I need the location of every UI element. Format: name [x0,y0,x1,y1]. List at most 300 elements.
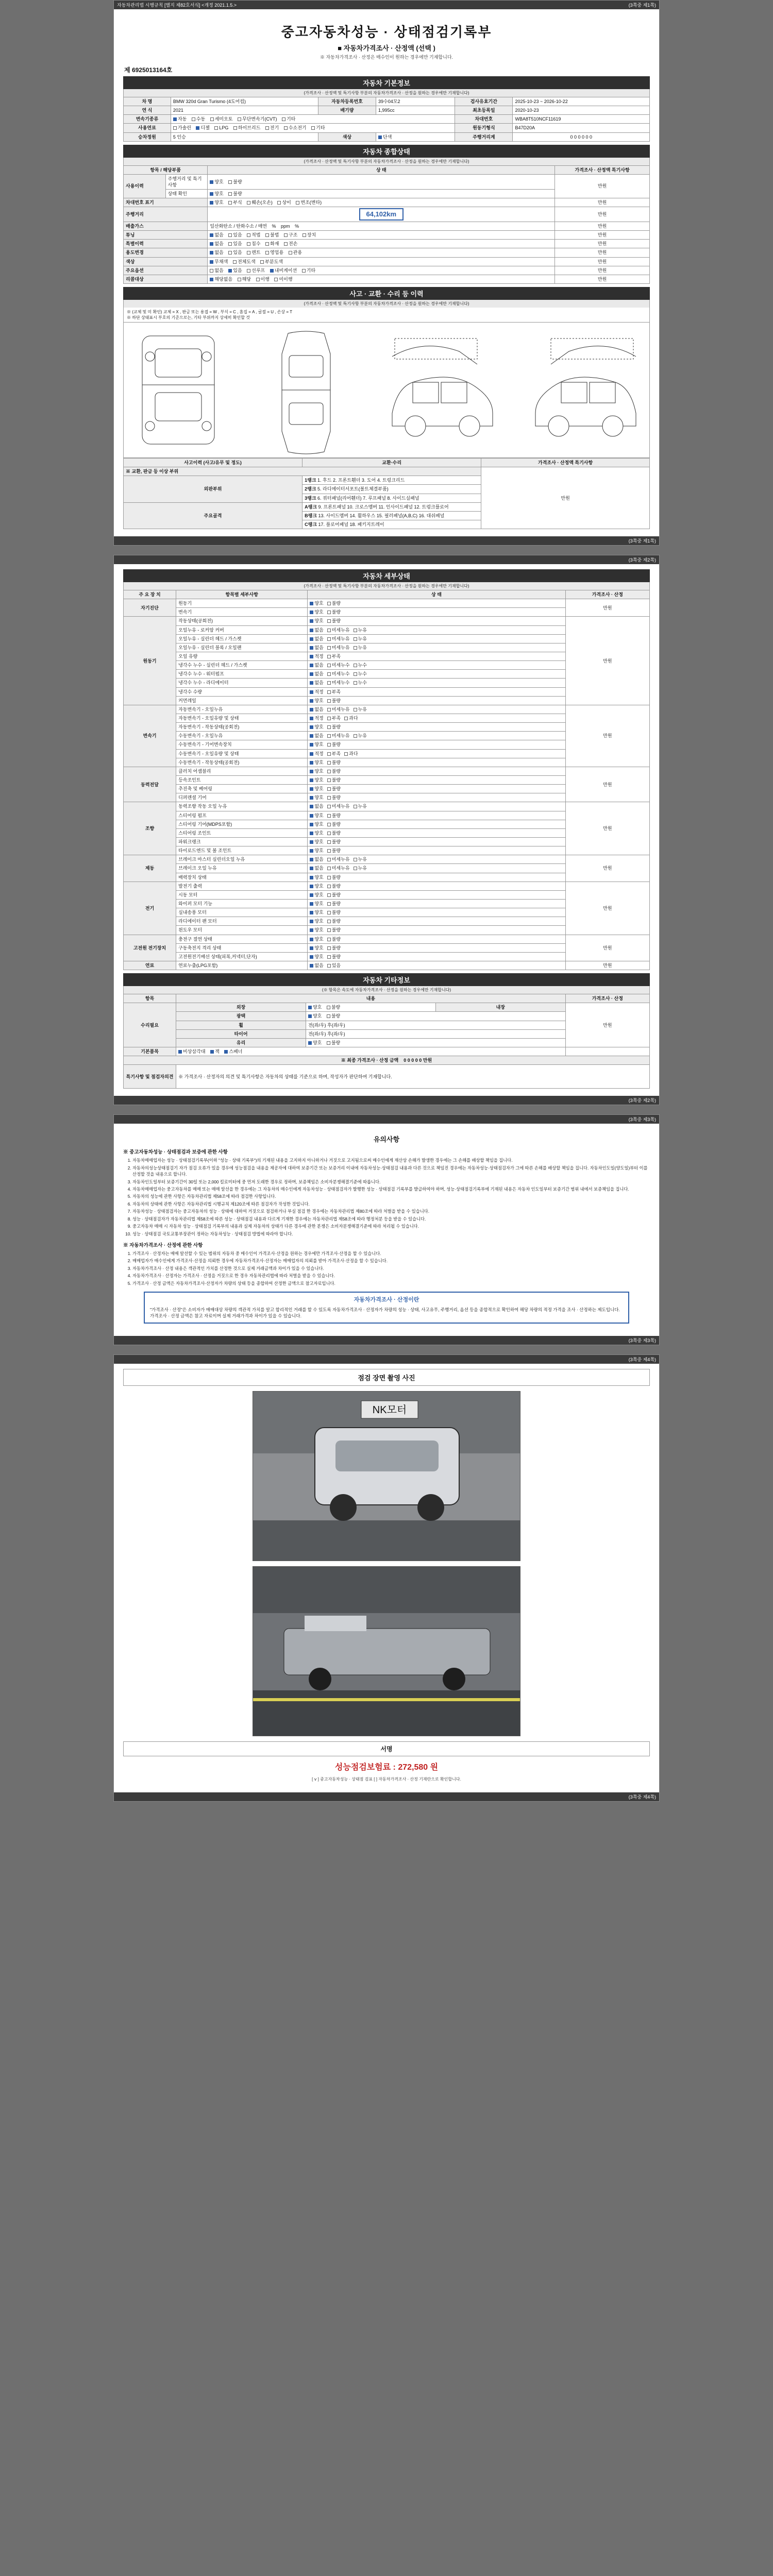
detail-item-state [308,828,565,837]
chk-pol-good[interactable]: 양호 [308,1013,322,1019]
chk-1-5-2[interactable]: 누수 [354,662,367,668]
chk-2-0-0[interactable]: 없음 [310,706,323,713]
opt-manual[interactable]: 수동 [192,116,205,122]
chk-0-1-1[interactable]: 불량 [327,609,341,615]
chk-1-6-1[interactable]: 미세누수 [327,671,350,677]
other-value-basic [176,1047,566,1056]
chk-1-5-0[interactable]: 없음 [310,662,323,668]
detail-item-label: 충전구 절연 상태 [176,935,308,943]
chk-1-0-0[interactable]: 양호 [310,618,323,624]
chk-4-3-0[interactable]: 양호 [310,830,323,836]
chk-sp-yes[interactable]: 있음 [228,241,242,247]
chk-2-5-0[interactable]: 적정 [310,751,323,757]
th-sub-item: 항목별 세부사항 [176,590,308,599]
opt-diesel[interactable]: 디젤 [196,125,209,131]
chk-4-0-2[interactable]: 누유 [354,803,367,809]
chk-3-3-1[interactable]: 불량 [327,794,341,801]
chk-recall-yes[interactable]: 해당 [238,276,251,282]
chk-opt-etc[interactable]: 기타 [302,267,315,274]
row-label-options: 주요옵션 [124,266,208,275]
chk-1-7-1[interactable]: 미세누수 [327,680,350,686]
th-accident-amount: 가격조사 · 산정액 특기사항 [481,458,650,467]
row-state-usechange [208,248,555,257]
detail-item-label: 스티어링 기어(MDPS포함) [176,820,308,828]
chk-uc-rent[interactable]: 렌트 [247,249,260,256]
row-state-reg [208,190,555,198]
detail-item-state [308,617,565,625]
other-label-interior: 내장 [435,1003,565,1012]
special-note-value: ※ 가격조사 · 산정자의 의견 및 특기사항은 자동차의 상태를 기준으로 하며, 작성자가 판단하여 기재합니다. [176,1065,650,1089]
chk-4-0-0[interactable]: 없음 [310,803,323,809]
chk-7-2-1[interactable]: 불량 [327,954,341,960]
chk-0-1-0[interactable]: 양호 [310,609,323,615]
other-info-table [123,994,650,1089]
chk-1-7-0[interactable]: 없음 [310,680,323,686]
chk-vin-rust[interactable]: 부식 [228,199,242,206]
detail-item-state [308,943,565,952]
value-car-name: BMW 320d Gran Turismo (4도어컵) [171,97,318,106]
chk-2-0-1[interactable]: 미세누유 [327,706,350,713]
chk-2-5-1[interactable]: 부족 [327,751,341,757]
notice1-item: 2. 자동차의성능상태점검기 자가 점검 오류가 있을 경우에 성능점검을 내용을 제공자에 대하여 보증기간 또는 보증거리 이내에 자동차성능·상태점검 내용과 다른 것으로 책임진 경우에는 자동차성능·상태점검자가 그에 따른 손해를 배상할 책임을 집니다. 자동차인도일(양도일)부터 이를 산정할 것을 내용으로 합니다. [132,1165,650,1178]
chk-1-9-1[interactable]: 불량 [327,698,341,704]
value-first-reg: 2020-10-23 [513,106,650,115]
notice1-item: 7. 자동차성능 · 상태점검자는 중고자동차의 성능 · 상태에 대하여 거짓으로 점검하거나 부실 점검 한 경우에는 자동차관리법 제80조에 따라 처벌을 받을 수 있습니다. [132,1208,650,1214]
chk-1-6-2[interactable]: 누수 [354,671,367,677]
chk-2-5-2[interactable]: 과다 [344,751,358,757]
detail-item-state [308,758,565,767]
detail-item-state [308,714,565,723]
chk-5-1-0[interactable]: 없음 [310,865,323,871]
other-group-repair: 수리필요 [124,1003,176,1047]
detail-group-amount-0: 만원 [565,599,649,617]
detail-table-body [124,599,650,970]
chk-2-4-1[interactable]: 불량 [327,741,341,748]
detail-group-amount-1: 만원 [565,617,649,705]
page1-foot-bar: (3쪽중 제1쪽) [114,536,659,545]
opt-etc[interactable]: 기타 [282,116,295,122]
chk-1-1-1[interactable]: 미세누유 [327,627,350,633]
chk-pol-bad[interactable]: 불량 [327,1013,340,1019]
signature-band: 서명 [123,1741,650,1756]
row-label-tuning: 튜닝 [124,231,208,240]
detail-item-label: 브레이크 오일 누유 [176,864,308,873]
detail-item-label: 추진축 및 베어링 [176,785,308,793]
other-value-exterior [306,1003,435,1012]
opt-h2[interactable]: 수소전기 [284,125,307,131]
value-vin: WBA8T510NCF11619 [513,115,650,124]
detail-item-state [308,670,565,679]
chk-6-0-0[interactable]: 양호 [310,883,323,889]
opt-lpg[interactable]: LPG [214,125,228,131]
chk-1-8-0[interactable]: 적정 [310,689,323,695]
notice1-item: 5. 자동차의 성능에 관한 사항은 자동차관리법 제58조에 따라 점검한 사항입니다. [132,1193,650,1199]
chk-opt-nav[interactable]: 내비게이션 [270,267,297,274]
detail-item-state [308,776,565,785]
chk-7-1-1[interactable]: 불량 [327,945,341,951]
legend-line-2: ※ 하단 상태표시 부호의 기준으로는, 기타 부위까지 상세히 확인할 것 [127,315,250,320]
detail-item-label: 수동변속기 - 기어변속장치 [176,740,308,749]
chk-5-2-1[interactable]: 불량 [327,874,341,880]
chk-tuning-none[interactable]: 없음 [210,232,223,238]
table-row [124,115,650,124]
chk-1-4-1[interactable]: 부족 [327,653,341,659]
page-number-top-2: (3쪽중 제2쪽) [628,557,656,563]
other-label-basic: 기본품목 [124,1047,176,1056]
chk-6-5-0[interactable]: 양호 [310,927,323,933]
chk-ext-good[interactable]: 양호 [308,1004,322,1010]
chk-opt-yes[interactable]: 있음 [228,267,242,274]
svg-text:NK모터: NK모터 [372,1404,407,1416]
chk-4-2-1[interactable]: 불량 [327,821,341,827]
chk-0-0-0[interactable]: 양호 [310,600,323,606]
table-row [124,1056,650,1065]
chk-color-none[interactable]: 무채색 [210,259,228,265]
chk-3-0-0[interactable]: 양호 [310,768,323,774]
notice-list-2 [132,1250,650,1286]
other-value-glass [306,1038,565,1047]
chk-uc-gov[interactable]: 관용 [289,249,302,256]
label-variant: 변속기종류 [124,115,171,124]
row-state-vin-mark [208,198,555,207]
chk-1-7-2[interactable]: 누수 [354,680,367,686]
chk-glass-good[interactable]: 양호 [308,1040,322,1046]
detail-item-state [308,952,565,961]
chk-spanner[interactable]: 스패너 [224,1048,242,1055]
chk-uc-none[interactable]: 없음 [210,249,223,256]
chk-6-0-1[interactable]: 불량 [327,883,341,889]
notice1-item: 4. 자동차매매업자는 중고자동차를 매매 또는 매매 알선을 한 경우에는 그 자동차의 매수인에게 자동차성능 · 상태점검자가 발행한 성능 · 상태점검 기록부를 발급하여야 하며, 성능·상태점검기록부에 기재된 내용은 자동차 인도일부터 보증기간 범위 내에서 보증책임을 집니다. [132,1186,650,1192]
chk-2-3-1[interactable]: 미세누유 [327,733,350,739]
detail-group-amount-2: 만원 [565,705,649,767]
section-detail-band: 자동차 세부상태 [123,569,650,582]
row-amt-special: 만원 [555,240,650,248]
chk-2-6-1[interactable]: 불량 [327,759,341,766]
chk-4-4-0[interactable]: 양호 [310,839,323,845]
chk-4-5-0[interactable]: 양호 [310,848,323,854]
detail-item-label: 작동상태(공회전) [176,617,308,625]
detail-item-label: 수동변속기 - 오일누유 [176,732,308,740]
chk-tuning-structure[interactable]: 구조 [284,232,297,238]
chk-7-1-0[interactable]: 양호 [310,945,323,951]
opt-ev[interactable]: 전기 [265,125,279,131]
chk-3-2-1[interactable]: 불량 [327,786,341,792]
other-label-tire: 타이어 [176,1029,306,1038]
chk-usage-bad[interactable]: 불량 [228,179,242,185]
detail-group-amount-4: 만원 [565,802,649,855]
section-basic-note: (가격조사 · 산정액 및 특기사항 부분의 자동차가격조사 · 산정을 원하는 경우에만 기재합니다) [123,89,650,97]
chk-2-0-2[interactable]: 누유 [354,706,367,713]
chk-1-6-0[interactable]: 없음 [310,671,323,677]
chk-2-4-0[interactable]: 양호 [310,741,323,748]
table-row [124,231,650,240]
opt-single-color[interactable]: 단색 [378,134,392,140]
chk-sp-none[interactable]: 없음 [210,241,223,247]
chk-2-1-2[interactable]: 과다 [344,715,358,721]
chk-sp-fire[interactable]: 화재 [265,241,279,247]
accident-amount-cell: 만원 [481,467,650,529]
label-odometer: 주행거리계 [455,132,513,141]
car-diagram [123,323,650,458]
chk-1-9-0[interactable]: 양호 [310,698,323,704]
notice1-item: 1. 자동차매매업자는 성능 · 상태점검기록부(이하 "성능 · 상태 기록부")의 기재된 내용을 고지하지 아니하거나 거짓으로 고지됨으로써 매수인에게 재산상 손해가 발생한 경우에는 그 손해를 배상할 책임을 집니다. [132,1157,650,1163]
th-main-device: 주 요 장 치 [124,590,176,599]
notice-section [114,1124,659,1336]
chk-reg-good[interactable]: 양호 [210,191,223,197]
chk-2-1-1[interactable]: 부족 [327,715,341,721]
row-amt-mileage: 만원 [555,207,650,222]
row-label-special: 특별이력 [124,240,208,248]
chk-3-3-0[interactable]: 양호 [310,794,323,801]
chk-6-2-0[interactable]: 양호 [310,901,323,907]
chk-8-0-1[interactable]: 있음 [327,962,341,969]
fee-label: 성능점검보험료 : [334,1763,396,1772]
chk-6-5-1[interactable]: 불량 [327,927,341,933]
inspection-photo-1 [253,1391,520,1561]
detail-item-state [308,882,565,890]
chk-glass-bad[interactable]: 불량 [327,1040,340,1046]
chk-opt-none[interactable]: 없음 [210,267,223,274]
chk-6-2-1[interactable]: 불량 [327,901,341,907]
section-basic-band: 자동차 기본정보 [123,76,650,89]
detail-group-amount-5: 만원 [565,855,649,882]
chk-1-8-1[interactable]: 부족 [327,689,341,695]
chk-7-0-1[interactable]: 불량 [327,936,341,942]
detail-item-state [308,687,565,696]
detail-item-label: 변속기 [176,608,308,617]
car-top-view-icon [257,326,355,454]
chk-4-4-1[interactable]: 불량 [327,839,341,845]
table-row [124,124,650,132]
chk-triangle[interactable]: 비상삼각대 [178,1048,205,1055]
chk-2-6-0[interactable]: 양호 [310,759,323,766]
chk-1-2-0[interactable]: 없음 [310,636,323,642]
row-state-special [208,240,555,248]
detail-item-label: 원동기 [176,599,308,608]
page-number-top-3: (3쪽중 제3쪽) [628,1117,656,1123]
chk-jack[interactable]: 잭 [210,1048,220,1055]
seat-count: 5 [173,134,176,140]
chk-7-2-0[interactable]: 양호 [310,954,323,960]
chk-1-3-2[interactable]: 누유 [354,645,367,651]
chk-color-full[interactable]: 전체도색 [233,259,256,265]
section-accident-band: 사고 · 교환 · 수리 등 이력 [123,287,650,300]
chk-4-5-1[interactable]: 불량 [327,848,341,854]
chk-3-2-0[interactable]: 양호 [310,786,323,792]
chk-vin-alter[interactable]: 변조(변타) [296,199,322,206]
detail-item-state [308,802,565,811]
chk-3-1-1[interactable]: 불량 [327,777,341,783]
opt-cvt[interactable]: 무단변속기(CVT) [238,116,277,122]
chk-5-0-1[interactable]: 미세누유 [327,856,350,862]
chk-recall-done[interactable]: 이행 [256,276,270,282]
other-label-exterior: 외장 [176,1003,306,1012]
chk-vin-diff[interactable]: 상이 [277,199,291,206]
th-item: 항목 / 해당부품 [124,165,208,174]
chk-tuning-legal[interactable]: 적법 [247,232,260,238]
opt-auto[interactable]: 자동 [173,116,187,122]
chk-4-1-1[interactable]: 불량 [327,812,341,819]
chk-1-2-1[interactable]: 미세누유 [327,636,350,642]
chk-tuning-illegal[interactable]: 불법 [265,232,279,238]
row-amt-emission: 만원 [555,222,650,230]
notice1-item: 10. 성능 · 상태점검 국토교통부장관이 정하는 자동차성능 · 상태점검 방법에 따라야 합니다. [132,1231,650,1237]
detail-group-amount-3: 만원 [565,767,649,802]
opt-gasoline[interactable]: 가솔린 [173,125,191,131]
price-survey-definition-box [144,1292,629,1324]
chk-1-3-1[interactable]: 미세누유 [327,645,350,651]
chk-sp-flood[interactable]: 침수 [247,241,260,247]
chk-sp-total[interactable]: 전손 [284,241,297,247]
row-amt-usage: 만원 [555,174,650,198]
chk-3-1-0[interactable]: 양호 [310,777,323,783]
detail-item-label: 배력장치 상태 [176,873,308,882]
detail-item-state [308,643,565,652]
chk-6-4-1[interactable]: 불량 [327,918,341,924]
chk-1-2-2[interactable]: 누유 [354,636,367,642]
chk-opt-sunroof[interactable]: 선루프 [247,267,265,274]
section-overall-note: (가격조사 · 산정액 및 특기사항 부분의 자동차가격조사 · 산정을 원하는 경우에만 기재합니다) [123,158,650,165]
chk-6-4-0[interactable]: 양호 [310,918,323,924]
special-note-label: 특기사항 및 점검자의견 [124,1065,176,1089]
detail-item-label: 냉각수 누수 - 실린더 헤드 / 가스켓 [176,661,308,670]
chk-ext-bad[interactable]: 불량 [327,1004,340,1010]
notice2-item: 4. 자동차가격조사 · 산정자는 가격조사 · 산정을 거짓으로 한 경우 자동차관리법에 따라 처벌을 받을 수 있습니다. [132,1273,650,1279]
opt-fuel-etc[interactable]: 기타 [311,125,325,131]
detail-item-label: 디퍼렌셜 기어 [176,793,308,802]
chk-recall-undone[interactable]: 미이행 [274,276,292,282]
control-number [124,65,650,74]
chk-6-1-0[interactable]: 양호 [310,892,323,898]
page-3 [113,1114,660,1345]
chk-uc-biz[interactable]: 영업용 [265,249,283,256]
opt-hybrid[interactable]: 하이브리드 [233,125,260,131]
chk-2-2-0[interactable]: 양호 [310,724,323,730]
chk-usage-good[interactable]: 양호 [210,179,223,185]
table-row [124,882,650,890]
table-row [124,1047,650,1056]
chk-2-3-2[interactable]: 누유 [354,733,367,739]
label-color: 색상 [318,132,376,141]
control-number-value: 6925013164호 [131,66,173,74]
chk-vin-damage[interactable]: 훼손(오손) [247,199,273,206]
detail-item-label: 브레이크 마스터 실린더오일 누유 [176,855,308,864]
detail-item-label: 시동 모터 [176,890,308,899]
overall-state-table [123,165,650,284]
detail-item-state [308,820,565,828]
detail-item-label: 윈도우 모터 [176,926,308,935]
chk-2-1-0[interactable]: 적정 [310,715,323,721]
detail-item-label: 오일누유 - 로커암 커버 [176,625,308,634]
row-amt-recall: 만원 [555,275,650,283]
chk-6-1-1[interactable]: 불량 [327,892,341,898]
th-condition: 상 태 [308,590,565,599]
detail-item-label: 라디에이터 팬 모터 [176,917,308,926]
notice1-item: 6. 자동차의 상태에 관한 사항은 자동차관리법 시행규칙 제120조에 따른 점검자가 작성한 것입니다. [132,1201,650,1207]
chk-tuning-yes[interactable]: 있음 [228,232,242,238]
chk-1-0-1[interactable]: 불량 [327,618,341,624]
th-other-item: 항목 [124,994,176,1003]
chk-5-0-2[interactable]: 누유 [354,856,367,862]
detail-item-state [308,873,565,882]
chk-reg-bad[interactable]: 불량 [228,191,242,197]
chk-5-2-0[interactable]: 양호 [310,874,323,880]
page2-foot-bar: (3쪽중 제2쪽) [114,1096,659,1105]
table-row [124,248,650,257]
detail-group-8: 연료 [124,961,176,970]
fee-value: 272,580 원 [398,1763,439,1772]
chk-1-4-0[interactable]: 적정 [310,653,323,659]
chk-1-5-1[interactable]: 미세누수 [327,662,350,668]
chk-1-1-0[interactable]: 없음 [310,627,323,633]
row-label-usage: 사용이력 [124,174,166,198]
chk-4-1-0[interactable]: 양호 [310,812,323,819]
table-row [124,207,650,222]
chk-0-0-1[interactable]: 불량 [327,600,341,606]
chk-5-0-0[interactable]: 없음 [310,856,323,862]
table-row [124,240,650,248]
chk-5-1-1[interactable]: 미세누유 [327,865,350,871]
detail-item-label: 오일누유 - 실린더 헤드 / 가스켓 [176,634,308,643]
detail-item-state [308,599,565,608]
table-row [124,802,650,811]
chk-4-3-1[interactable]: 불량 [327,830,341,836]
value-odometer: 0 0 0 0 0 0 [513,132,650,141]
notice2-item: 3. 자동차가격조사 · 산정 내용은 객관적인 가치를 산정한 것으로 실제 거래금액과 차이가 있을 수 있습니다. [132,1265,650,1272]
chk-6-3-0[interactable]: 양호 [310,909,323,916]
detail-item-state [308,634,565,643]
chk-2-3-0[interactable]: 없음 [310,733,323,739]
detail-item-label: 타이로드엔드 및 볼 조인트 [176,846,308,855]
chk-8-0-0[interactable]: 없음 [310,962,323,969]
detail-group-amount-7: 만원 [565,935,649,961]
detail-item-state [308,740,565,749]
value-seat [171,132,318,141]
chk-1-1-2[interactable]: 누유 [354,627,367,633]
form-legal-ref: 자동차관리법 시행규칙 [별지 제82호서식] <개정 2021.1.5.> [117,3,237,8]
page-number-top-4: (3쪽중 제4쪽) [628,1357,656,1363]
notice1-item: 3. 자동차인도일부터 보증기간이 30일 또는 2,000 킬로미터에 중 먼저 도래한 경우로 정하며, 보증책임은 소비자분쟁해결기준에 따릅니다. [132,1179,650,1185]
detail-item-label: 발전기 출력 [176,882,308,890]
row-label-usechange: 용도변경 [124,248,208,257]
chk-uc-yes[interactable]: 있음 [228,249,242,256]
section-other-note: (※ 항목은 속도에 자동차가격조사 · 산정을 원하는 경우에만 기재합니다) [123,986,650,994]
value-inspect: 2025-10-23 ~ 2026-10-22 [513,97,650,106]
opt-semiauto[interactable]: 세미오토 [210,116,233,122]
chk-2-2-1[interactable]: 불량 [327,724,341,730]
detail-item-label: 냉각수 누수 - 워터펌프 [176,670,308,679]
box-text: "가격조사 · 산정"은 소비자가 매매대상 차량의 객관적 가치를 알고 합리적인 거래를 할 수 있도록 자동차가격조사 · 산정자가 차량의 성능 · 상태, 사고유무, 주행거리, 옵션 등을 종합적으로 확인하여 해당 차량의 적정 가격을 조사 · 산정하는 제도입니다. 가격조사 · 산정 금액은 참고 자료이며 실제 거래가격과 차이가 있을 수 있습니다. [150,1307,620,1319]
chk-tuning-device[interactable]: 장치 [303,232,316,238]
chk-4-0-1[interactable]: 미세누유 [327,803,350,809]
chk-3-0-1[interactable]: 불량 [327,768,341,774]
table-row [124,961,650,970]
table-row [124,174,650,189]
chk-5-1-2[interactable]: 누유 [354,865,367,871]
chk-7-0-0[interactable]: 양호 [310,936,323,942]
th-state: 상 태 [208,165,555,174]
other-label-wheel: 휠 [176,1021,306,1029]
chk-vin-none[interactable]: 양호 [210,199,223,206]
chk-4-2-0[interactable]: 양호 [310,821,323,827]
chk-color-part[interactable]: 부분도색 [260,259,283,265]
table-row [124,855,650,864]
page-subnote: ※ 자동차가격조사 · 산정은 매수인이 원하는 경우에만 기재합니다. [320,55,453,60]
chk-6-3-1[interactable]: 불량 [327,909,341,916]
chk-1-3-0[interactable]: 없음 [310,645,323,651]
chk-recall-na[interactable]: 해당없음 [210,276,232,282]
row-state-mileage [208,207,555,222]
